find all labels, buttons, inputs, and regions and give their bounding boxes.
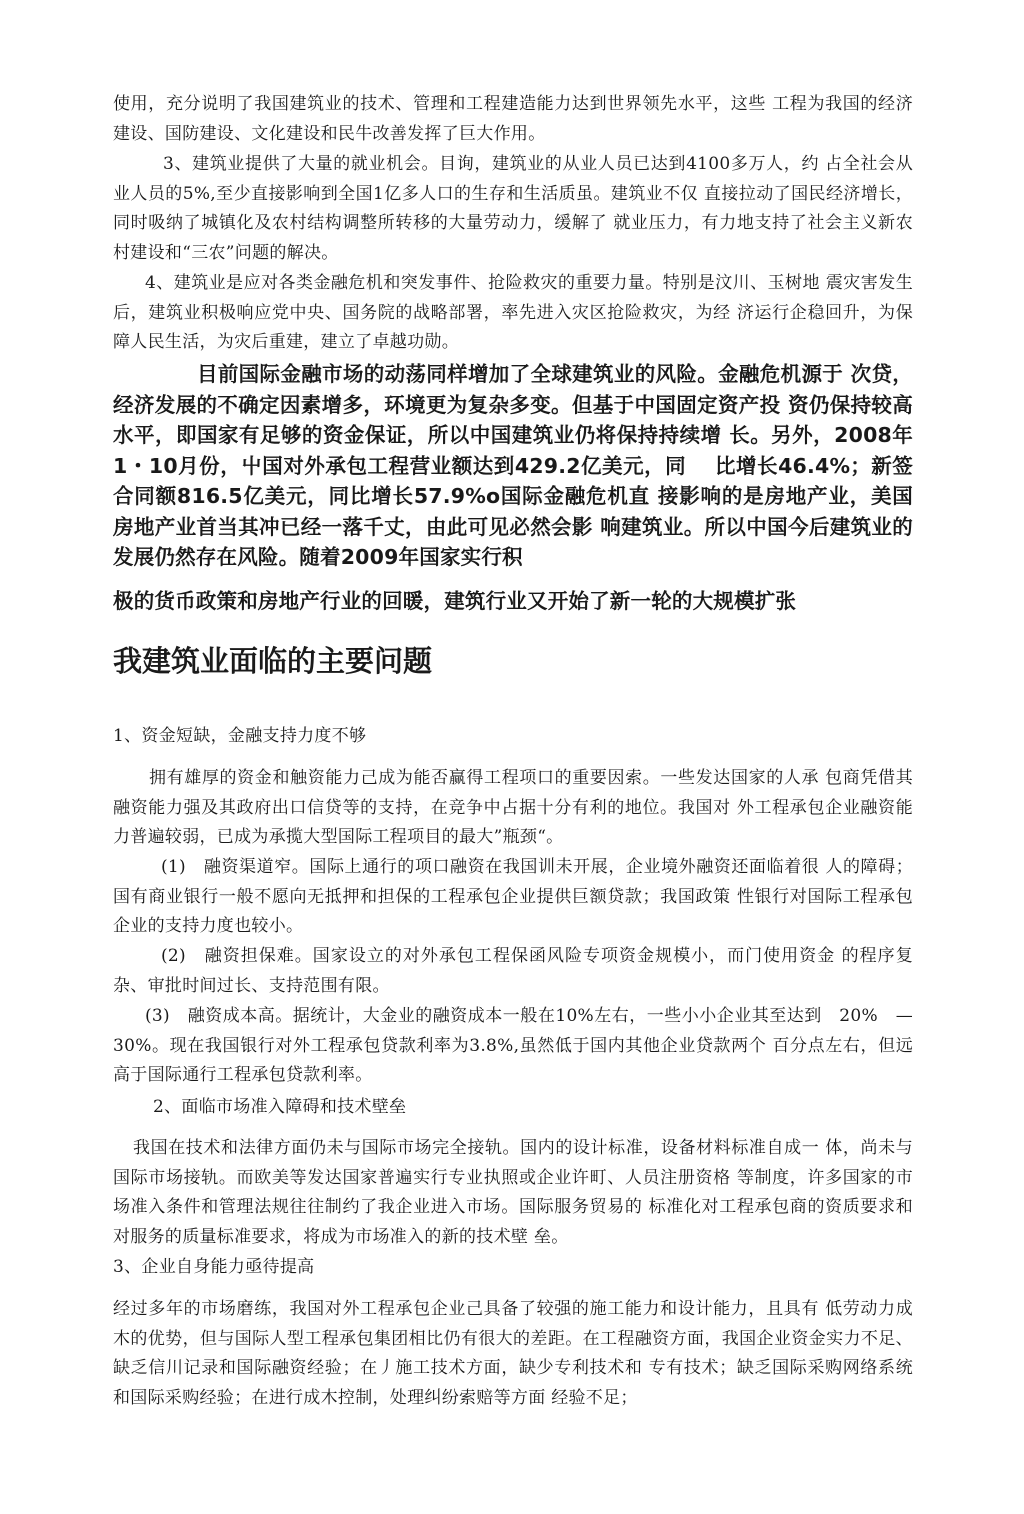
paragraph-capability-gap: 经过多年的市场磨练，我国对外工程承包企业己具备了较强的施工能力和设计能力，且具有 低劳动力成木的优势，但与国际人型工程承包集团相比仍有很大的差距。在工程融资方面，我国企业资金实力不足、缺乏信川记录和国际融资经验；在丿施工技术方面，缺少专利技术和 专有技术；缺乏国际采购网络系统和国际采购经验；在进行成木控制，处理纠纷索赔等方面 经验不足； bbox=[113, 1299, 913, 1408]
subheading-market-barriers: 2、面临市场准入障碍和技术壁垒 bbox=[153, 1097, 407, 1117]
paragraph-disaster-relief: 4、建筑业是应对各类金融危机和突发事件、抢险救灾的重要力量。特别是汶川、玉树地 震灾害发生后，建筑业积极响应党中央、国务院的战略部署，率先进入灾区抢险救灾，为经 济运行企稳回升，为保障人民生活，为灾后重建，建立了卓越功勋。 bbox=[113, 273, 913, 352]
subheading-funding-shortage: 1、资金短缺，金融支持力度不够 bbox=[113, 726, 367, 746]
section-heading: 我建筑业面临的主要问题 bbox=[113, 644, 433, 678]
paragraph-financial-risk: 目前国际金融市场的动荡同样增加了全球建筑业的风险。金融危机源于 次贷，经济发展的不确定因素增多，环境更为复杂多变。但基于中国固定资产投 资仍保持较高水平，即国家有足够的资金保证，所以中国建筑业仍将保持持续增 长。另外，2008年1・10月份，屮国对外承包工程营业额达到429.2亿美元，同 比增长46.4%；新签合同额816.5亿美元，同比增长57.9%o国际金融危机直 接影响的是房地产业，美国房地产业首当其冲已经一落千丈，由此可见必然会影 响建筑业。所以中国今后建筑业的发展仍然存在风险。随着2009年国家实行积 bbox=[113, 362, 913, 569]
paragraph-high-cost: (3) 融资成本高。据统计，大金业的融资成本一般在10%左右，一些小小企业其至达到 20% —30%。现在我国银行对外工程承包贷款利率为3.8%,虽然低于国内其他企业贷款两个 百分点左右，但远高于国际通行工程承包贷款利率。 bbox=[113, 1006, 913, 1085]
paragraph-technical-barriers: 我国在技术和法律方面仍未与国际市场完全接轨。国内的设计标准，设备材料标准自成一 体，尚未与国际市场接轨。而欧美等发达国家普遍实行专业执照或企业许町、人员注册资格 等制度，许多国家的市场准入条件和管理法规往往制约了我企业进入市场。国际服务贸易的 标准化对工程承包商的资质要求和对服务的质量标准要求，将成为市场准入的新的技术壁 垒。 bbox=[113, 1138, 913, 1247]
paragraph-guarantee-difficulty: (2) 融资担保难。国家设立的对外承包工程保函风险专项资金规模小，而门使用资金 的程序复杂、审批时间过长、支持范围有限。 bbox=[113, 946, 913, 996]
paragraph-expansion: 极的货币政策和房地产行业的回暖，建筑行业又开始了新一轮的大规模扩张 bbox=[113, 589, 797, 613]
paragraph-narrow-channels: (1) 融资渠道窄。国际上通行的项口融资在我国训未开展，企业境外融资还面临着很 人的障碍；国有商业银行一般不愿向无抵押和担保的工程承包企业提供巨额贷款；我国政策 性银行对国际工程承包企业的支持力度也较小。 bbox=[113, 857, 913, 936]
paragraph-project-significance: 使用，充分说明了我国建筑业的技术、管理和工程建造能力达到世界领先水平，这些 工程为我国的经济建设、国防建设、文化建设和民牛改善发挥了巨大作用。 bbox=[113, 94, 913, 144]
paragraph-employment: 3、建筑业提供了大量的就业机会。目询，建筑业的从业人员已达到4100多万人，约 占全社会从业人员的5%,至少直接影响到全国1亿多人口的生存和生活质虽。建筑业不仅 直接拉动了国民经济增长，同时吸纳了城镇化及农村结构调整所转移的大量劳动力，缓解了 就业压力，有力地支持了社会主义新农村建设和“三农”问题的解决。 bbox=[113, 154, 913, 263]
subheading-enterprise-capability: 3、企业自身能力亟待提高 bbox=[113, 1257, 315, 1277]
paragraph-financing-ability: 拥有雄厚的资金和触资能力己成为能否赢得工程项口的重要因索。一些发达国家的人承 包商凭借其融资能力强及其政府出口信贷等的支持，在竞争中占据十分有利的地位。我国对 外工程承包企业融资能力普遍较弱，已成为承揽大型国际工程项目的最大”瓶颈“。 bbox=[113, 768, 913, 847]
